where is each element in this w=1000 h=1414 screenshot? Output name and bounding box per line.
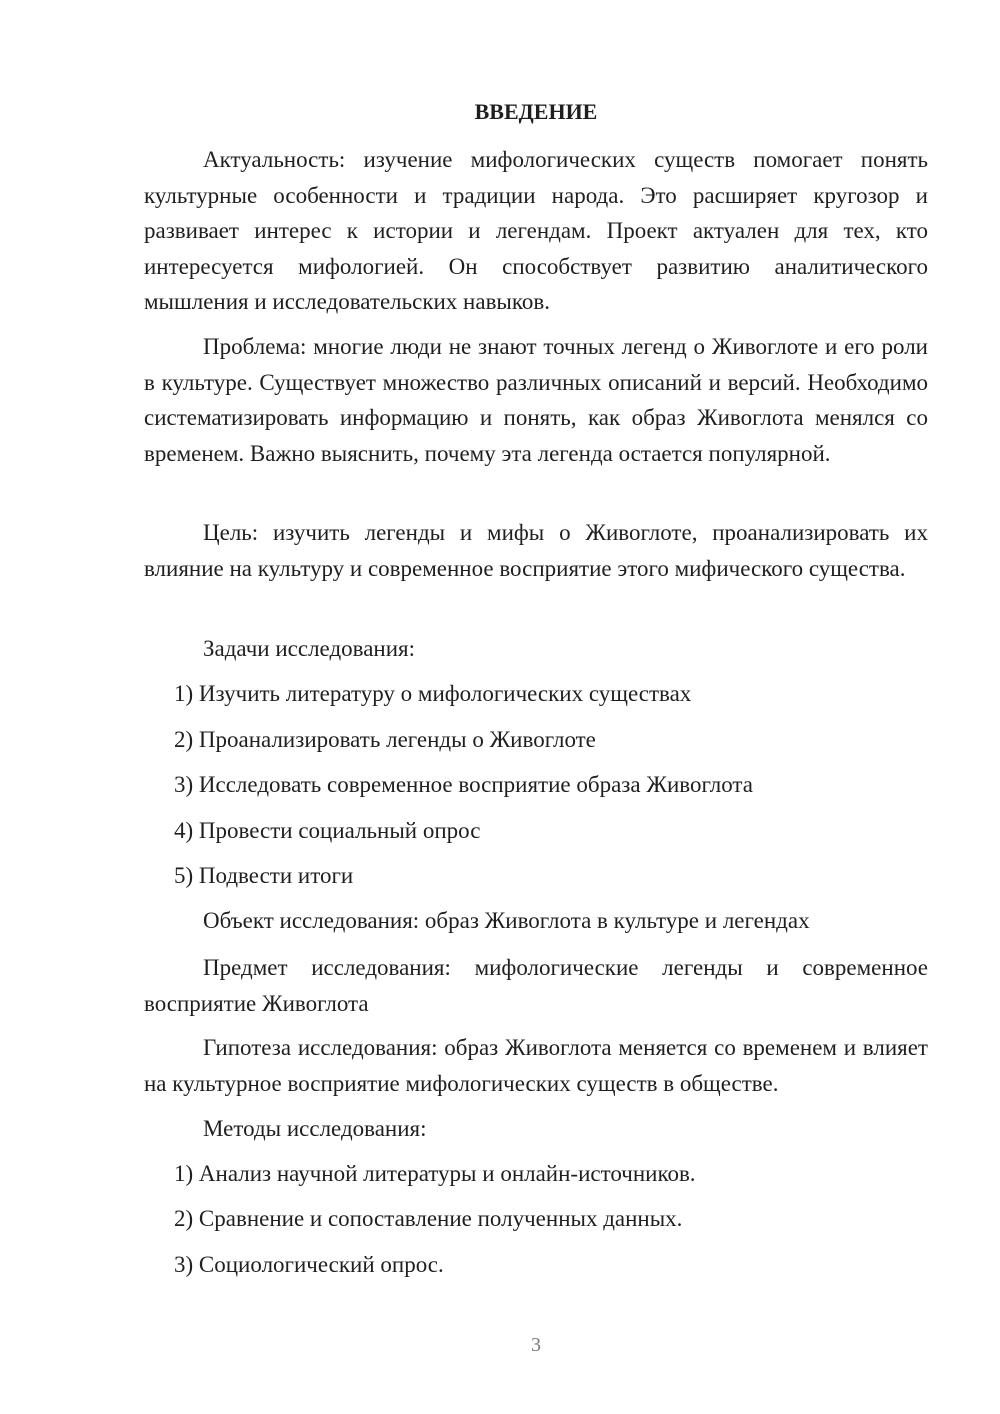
methods-heading: Методы исследования: bbox=[203, 1116, 427, 1141]
page-number: 3 bbox=[531, 1334, 541, 1356]
relevance-paragraph: Актуальность: изучение мифологических существ помогает понять культурные особенности и традиции народа. Это расширяет кругозор и развивает интерес к истории и легендам. Проект актуален для тех, кто интересуется мифологией. Он способствует развитию аналитического мышления и исследовательских навыков. bbox=[144, 147, 928, 314]
subject-paragraph: Предмет исследования: мифологические легенды и современное восприятие Живоглота bbox=[144, 955, 928, 1016]
task-item: 4) Провести социальный опрос bbox=[174, 818, 481, 843]
task-item: 5) Подвести итоги bbox=[174, 863, 354, 888]
section-title: ВВЕДЕНИЕ bbox=[474, 99, 598, 124]
method-item: 3) Социологический опрос. bbox=[174, 1252, 444, 1277]
object-paragraph: Объект исследования: образ Живоглота в культуре и легендах bbox=[203, 908, 810, 933]
task-item: 2) Проанализировать легенды о Живоглоте bbox=[174, 727, 596, 752]
goal-paragraph: Цель: изучить легенды и мифы о Живоглоте, проанализировать их влияние на культуру и современное восприятие этого мифического существа. bbox=[144, 520, 928, 581]
method-item: 2) Сравнение и сопоставление полученных данных. bbox=[174, 1206, 683, 1231]
problem-paragraph: Проблема: многие люди не знают точных легенд о Живоглоте и его роли в культуре. Существует множество различных описаний и версий. Необходимо систематизировать информацию и понять, как образ Живоглота менялся со временем. Важно выяснить, почему эта легенда остается популярной. bbox=[144, 334, 928, 466]
hypothesis-paragraph: Гипотеза исследования: образ Живоглота меняется со временем и влияет на культурное восприятие мифологических существ в обществе. bbox=[144, 1035, 928, 1096]
method-item: 1) Анализ научной литературы и онлайн-источников. bbox=[174, 1161, 696, 1186]
task-item: 1) Изучить литературу о мифологических существах bbox=[174, 681, 692, 706]
task-item: 3) Исследовать современное восприятие образа Живоглота bbox=[174, 772, 753, 797]
tasks-heading: Задачи исследования: bbox=[203, 636, 416, 661]
